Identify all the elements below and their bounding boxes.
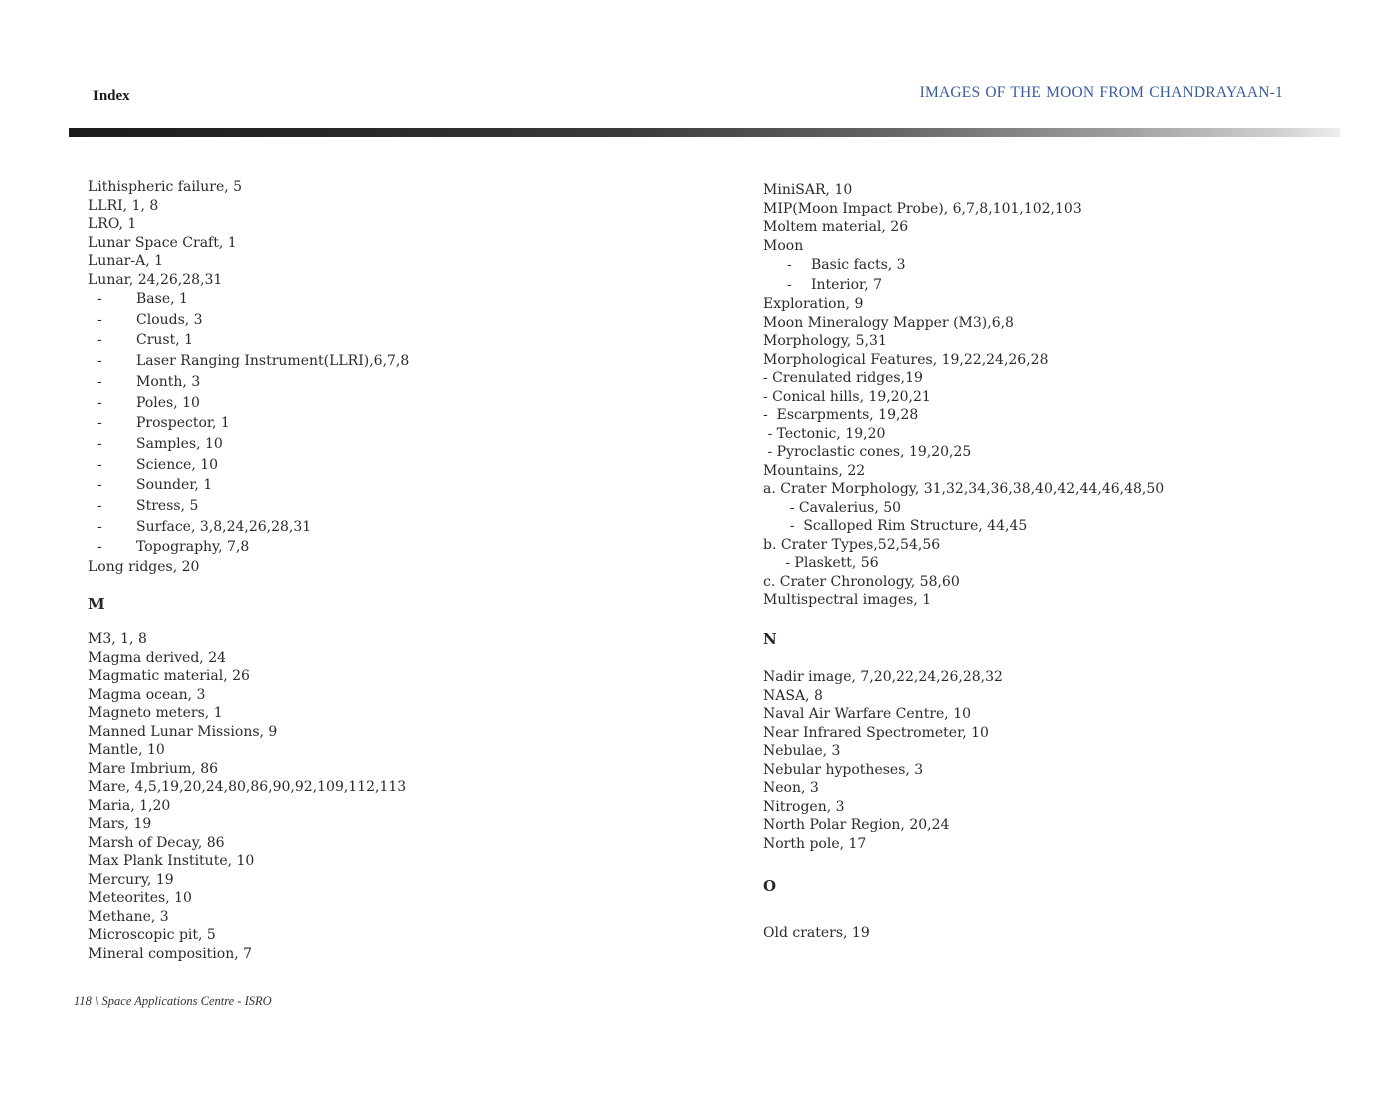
index-entry: Old craters, 19 bbox=[763, 924, 870, 941]
index-entry: North pole, 17 bbox=[763, 835, 867, 852]
index-subentry bbox=[88, 455, 409, 476]
subentry-text: Stress, 5 bbox=[136, 498, 199, 515]
subentry-text: Prospector, 1 bbox=[136, 415, 230, 432]
index-entry: North Polar Region, 20,24 bbox=[763, 817, 950, 833]
index-entry: Long ridges, 20 bbox=[88, 559, 200, 576]
index-entry: Mantle, 10 bbox=[88, 742, 165, 759]
subentry-text: Clouds, 3 bbox=[136, 311, 203, 328]
index-entry: a. Crater Morphology, 31,32,34,36,38,40,42,44,46,48,50 bbox=[763, 481, 1165, 497]
index-subentry bbox=[88, 434, 409, 455]
index-subentry bbox=[88, 351, 409, 372]
index-subentry bbox=[88, 496, 409, 517]
letter-heading-n: N bbox=[763, 629, 777, 648]
subentry-text: Interior, 7 bbox=[811, 277, 883, 293]
index-entry: Lunar, 24,26,28,31 bbox=[88, 271, 223, 288]
subentry-text: Crust, 1 bbox=[136, 332, 194, 349]
subentry-dash: - bbox=[97, 373, 102, 390]
index-entry: - Conical hills, 19,20,21 bbox=[763, 388, 931, 405]
index-entry: Meteorites, 10 bbox=[88, 890, 192, 907]
subentry-dash: - bbox=[97, 477, 102, 494]
index-entry: Morphological Features, 19,22,24,26,28 bbox=[763, 351, 1049, 368]
book-title: IMAGES OF THE MOON FROM CHANDRAYAAN-1 bbox=[919, 84, 1283, 101]
index-entry: Magneto meters, 1 bbox=[88, 705, 223, 722]
index-entry: Multispectral images, 1 bbox=[763, 592, 932, 608]
index-column-left bbox=[88, 178, 409, 963]
index-subentry bbox=[88, 393, 409, 414]
index-entry: Nadir image, 7,20,22,24,26,28,32 bbox=[763, 669, 1003, 685]
index-entry: Moltem material, 26 bbox=[763, 219, 909, 235]
subentry-text: Basic facts, 3 bbox=[811, 257, 906, 273]
index-entry: Methane, 3 bbox=[88, 908, 169, 925]
index-entry: MIP(Moon Impact Probe), 6,7,8,101,102,103 bbox=[763, 200, 1082, 217]
letter-heading-o: O bbox=[763, 877, 777, 895]
subentry-text: Science, 10 bbox=[136, 456, 219, 473]
subentry-dash: - bbox=[97, 539, 102, 556]
o-entries-list bbox=[763, 924, 1164, 943]
index-entry: Moon bbox=[763, 237, 804, 254]
header-rule bbox=[69, 128, 1340, 137]
index-entry: Naval Air Warfare Centre, 10 bbox=[763, 706, 972, 722]
index-subentry bbox=[88, 289, 409, 310]
m-entries-list bbox=[88, 630, 409, 963]
subentry-dash: - bbox=[97, 498, 102, 515]
index-entry: Magma derived, 24 bbox=[88, 649, 227, 666]
index-entry: Maria, 1,20 bbox=[88, 797, 171, 814]
subentry-dash: - bbox=[97, 415, 102, 432]
index-entry: - Tectonic, 19,20 bbox=[763, 425, 886, 442]
subentry-text: Samples, 10 bbox=[136, 435, 223, 452]
index-entry: Mineral composition, 7 bbox=[88, 945, 253, 962]
index-entry: Mare, 4,5,19,20,24,80,86,90,92,109,112,113 bbox=[88, 779, 407, 796]
index-entry: LRO, 1 bbox=[88, 216, 137, 232]
index-entry: LLRI, 1, 8 bbox=[88, 197, 159, 214]
subentry-dash: - bbox=[787, 257, 792, 273]
subentry-text: Month, 3 bbox=[136, 373, 201, 390]
index-entry: b. Crater Types,52,54,56 bbox=[763, 536, 941, 553]
subentry-dash: - bbox=[787, 277, 792, 293]
subentry-dash: - bbox=[97, 518, 102, 535]
index-entry: Microscopic pit, 5 bbox=[88, 927, 216, 944]
subentry-dash: - bbox=[97, 435, 102, 452]
index-subentry bbox=[88, 537, 409, 558]
subentry-text: Base, 1 bbox=[136, 291, 188, 307]
index-entry: Lunar-A, 1 bbox=[88, 253, 164, 269]
index-entry: Mars, 19 bbox=[88, 816, 152, 833]
subentry-text: Surface, 3,8,24,26,28,31 bbox=[136, 518, 312, 535]
lunar-subentries-list bbox=[88, 289, 409, 558]
index-subentry bbox=[88, 372, 409, 393]
index-entry: Exploration, 9 bbox=[763, 296, 864, 312]
subentry-text: Topography, 7,8 bbox=[136, 539, 250, 556]
index-subentry bbox=[88, 330, 409, 351]
index-entry: Lithispheric failure, 5 bbox=[88, 179, 243, 195]
index-entry: M3, 1, 8 bbox=[88, 631, 147, 648]
index-entry: Moon Mineralogy Mapper (M3),6,8 bbox=[763, 314, 1014, 331]
index-entry: Magma ocean, 3 bbox=[88, 686, 206, 703]
subentry-dash: - bbox=[97, 311, 102, 328]
index-subentry bbox=[88, 310, 409, 331]
morphology-entries-list bbox=[763, 295, 1164, 610]
index-subentry bbox=[88, 413, 409, 434]
subentry-dash: - bbox=[97, 332, 102, 349]
index-entry: Max Plank Institute, 10 bbox=[88, 853, 255, 870]
section-title: Index bbox=[93, 88, 130, 104]
index-entry: Neon, 3 bbox=[763, 780, 819, 796]
index-subentry bbox=[88, 517, 409, 538]
index-entry: - Escarpments, 19,28 bbox=[763, 407, 919, 423]
subentry-dash: - bbox=[97, 353, 102, 370]
index-entry: - Plaskett, 56 bbox=[763, 555, 879, 571]
index-entry: Morphology, 5,31 bbox=[763, 333, 887, 349]
index-entry: c. Crater Chronology, 58,60 bbox=[763, 573, 960, 590]
letter-heading-m: M bbox=[88, 594, 105, 613]
index-entry: Near Infrared Spectrometer, 10 bbox=[763, 724, 989, 741]
subentry-dash: - bbox=[97, 456, 102, 473]
index-entry: Lunar Space Craft, 1 bbox=[88, 234, 237, 251]
index-subentry bbox=[763, 275, 1164, 295]
index-entry: - Cavalerius, 50 bbox=[763, 499, 902, 516]
index-entry: Marsh of Decay, 86 bbox=[88, 834, 225, 851]
index-entry: NASA, 8 bbox=[763, 687, 823, 704]
subentry-text: Poles, 10 bbox=[136, 394, 200, 411]
moon-subentries-list bbox=[763, 255, 1164, 295]
l-entries-list bbox=[88, 178, 409, 289]
index-entry: Mercury, 19 bbox=[88, 871, 174, 888]
page-footer: 118 \ Space Applications Centre - ISRO bbox=[74, 994, 272, 1008]
n-entries-list bbox=[763, 668, 1164, 853]
index-entry: Mountains, 22 bbox=[763, 462, 866, 479]
index-entry: - Scalloped Rim Structure, 44,45 bbox=[763, 518, 1028, 534]
index-entry: Manned Lunar Missions, 9 bbox=[88, 723, 278, 740]
index-entry: Nebular hypotheses, 3 bbox=[763, 761, 924, 778]
moon-entries-list bbox=[763, 181, 1164, 255]
subentry-text: Sounder, 1 bbox=[136, 477, 213, 494]
index-entry: Magmatic material, 26 bbox=[88, 668, 250, 685]
index-entry: - Pyroclastic cones, 19,20,25 bbox=[763, 444, 972, 460]
index-entry: Nebulae, 3 bbox=[763, 743, 841, 759]
subentry-dash: - bbox=[97, 394, 102, 411]
index-entry: - Crenulated ridges,19 bbox=[763, 370, 923, 386]
index-subentry bbox=[763, 255, 1164, 275]
subentry-text: Laser Ranging Instrument(LLRI),6,7,8 bbox=[136, 353, 410, 370]
index-subentry bbox=[88, 475, 409, 496]
index-entry: Nitrogen, 3 bbox=[763, 798, 845, 815]
subentry-dash: - bbox=[97, 291, 102, 307]
index-column-right bbox=[763, 181, 1164, 942]
index-entry: MiniSAR, 10 bbox=[763, 182, 853, 198]
index-entry: Mare Imbrium, 86 bbox=[88, 760, 219, 777]
